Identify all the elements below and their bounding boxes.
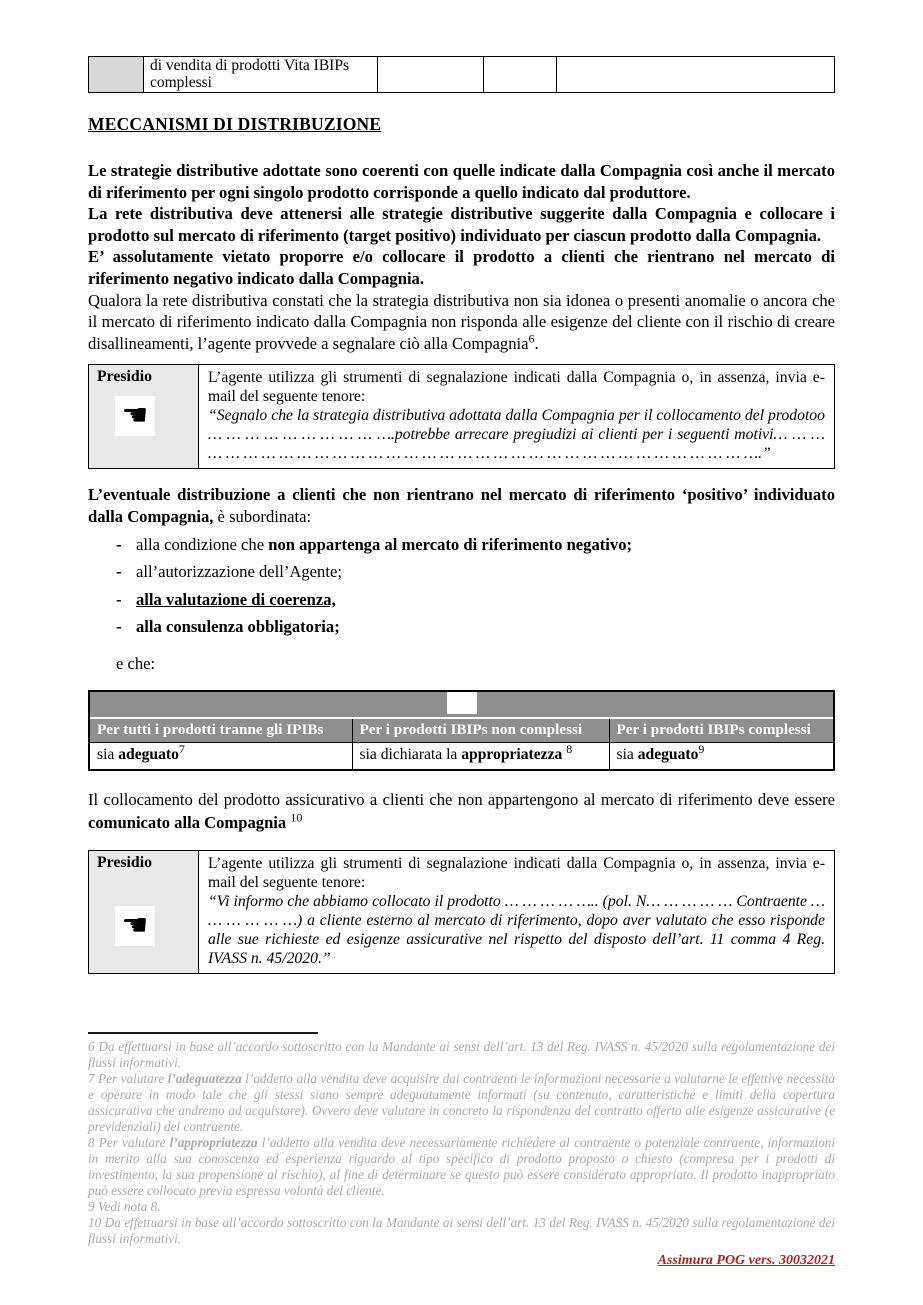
footnote-text-bold: l’appropriatezza [169, 1134, 258, 1150]
footnote-text: Da effettuarsi in base all’accordo sottoscritto con la Mandante ai sensi dell’art. 13 del Reg. IVASS n. 45/2020 sulla regolamentazione dei flussi informativi. [88, 1214, 836, 1246]
paragraph-text: Qualora la rete distributiva constati che la strategia distributiva non sia idonea o presenti anomalie o ancora che il mercato di riferimento indicato dalla Compagnia non risponda alle esigenze del cliente con il rischio di creare disallineamenti, l’agente provvede a segnalare ciò alla Compagnia [88, 290, 835, 353]
subordinata-rest: è subordinata: [213, 506, 312, 526]
paragraph-text-bold: comunicato alla Compagnia [88, 812, 287, 832]
footnote-7 [88, 1071, 835, 1135]
footnote-text: l’addetto alla vendita deve necessariamente richiedere al contraente o potenziale contraente, informazioni in merito alla sua conoscenza ed esperienza riguardo al tipo specifico di prodotto proposto o chiesto (compresa per i prodotti di investimento, la sua propensione al rischio), al fine di determinare se questo può essere considerato appropriato. Il prodotto inappropriato può essere collocato previa espressa volontà del cliente. [88, 1134, 836, 1198]
presidio-quote: “Vi informo che abbiamo collocato il prodotto … … … … ….. (pol. N… … … … … Contraente … … … … … …) a cliente esterno al mercato di riferimento, dopo aver valutato che esso risponde alle sue richieste ed esigenze assicurative nel rispetto del disposto dell’art. 11 comma 4 Reg. IVASS n. 45/2020.” [208, 892, 825, 967]
column-header: Per i prodotti IBIPs non complessi [352, 719, 609, 743]
footnote-number: 8 [88, 1134, 99, 1150]
column-header: Per i prodotti IBIPs complessi [609, 719, 833, 743]
footnote-6 [88, 1039, 835, 1071]
cell-text: sia dichiarata la [359, 745, 462, 763]
footnote-9 [88, 1199, 835, 1215]
item-text: alla condizione che [136, 534, 269, 554]
list-item [116, 616, 835, 638]
footnote-ref-10: 10 [290, 810, 303, 825]
cell-text: sia [97, 745, 119, 763]
cell-text-bold: adeguato [118, 745, 179, 763]
version-text: Assimura POG vers. 30032021 [657, 1252, 835, 1268]
section-heading: MECCANISMI DI DISTRIBUZIONE [88, 114, 382, 134]
footnote-text: l’addetto alla vendita deve acquisire dai contraenti le informazioni necessarie a valutarne le effettive necessità e operare in modo tale che gli stessi siano sempre adeguatamente informati (su contenuto, caratteristiche e limiti della copertura assicurativa che andremo ad acquistare). Ovvero deve valutare in concreto la rispondenza del contratto offerto alle esigenze assicurative (e previdenziali) del contraente. [88, 1070, 835, 1134]
item-text: all’autorizzazione dell’Agente; [136, 562, 342, 582]
footnote-text: Per valutare [98, 1134, 170, 1150]
document-version-label [88, 1253, 835, 1269]
table-data-row [90, 742, 833, 769]
table-row [89, 57, 835, 93]
intro-paragraph-1: Le strategie distributive adottate sono coerenti con quelle indicate dalla Compagnia così anche il mercato di riferimento per ogni singolo prodotto corrisponde a quello indicato dal produttore. [88, 161, 835, 202]
hand-icon-box [115, 906, 155, 946]
fragment-cell-empty-3 [557, 57, 835, 93]
paragraph-text: Il collocamento del prodotto assicurativo a clienti che non appartengono al mercato di riferimento deve essere [88, 789, 835, 809]
list-item [116, 561, 835, 583]
fragment-cell-empty-1 [378, 57, 484, 93]
presidio-box-1 [88, 364, 835, 469]
footnote-number: 6 [88, 1038, 99, 1054]
left-pointing-hand-icon: ☚ [121, 398, 149, 434]
footnotes-block [88, 1039, 835, 1247]
footnote-text: Vedi nota 8. [97, 1198, 161, 1214]
presidio-label: Presidio [97, 368, 152, 386]
footnote-ref-7: 7 [178, 741, 185, 756]
list-item [116, 589, 835, 611]
footnote-separator [88, 1032, 318, 1034]
fragment-cell-gray [89, 57, 144, 93]
collocamento-paragraph [88, 788, 835, 834]
presidio-label-cell [89, 850, 199, 973]
column-header: Per tutti i prodotti tranne gli IPIBs [90, 719, 352, 743]
cell-text-bold: appropriatezza [461, 745, 563, 763]
footnote-text: Per valutare [98, 1070, 168, 1086]
presidio-label: Presidio [97, 853, 152, 871]
intro-paragraph-2: La rete distributiva deve attenersi alle strategie distributive suggerite dalla Compagnia e collocare i prodotto sul mercato di riferimento (target positivo) individuato per ciascun prodotto dalla Compagnia. [88, 204, 835, 245]
table-header-row [90, 719, 833, 743]
presidio-instruction: L’agente utilizza gli strumenti di segnalazione indicati dalla Compagnia o, in assenza, invia e-mail del seguente tenore: [208, 854, 825, 891]
list-item [116, 534, 835, 556]
top-table-fragment [88, 56, 835, 93]
item-text-bold: non appartenga al mercato di riferimento negativo; [268, 534, 633, 554]
footnote-text: Da effettuarsi in base all’accordo sottoscritto con la Mandante ai sensi dell’art. 13 del Reg. IVASS n. 45/2020 sulla regolamentazione dei flussi informativi. [88, 1038, 835, 1070]
subordinata-paragraph [88, 484, 835, 527]
paragraph-period: . [534, 333, 539, 353]
gray-band-white-gap [447, 692, 477, 714]
footnote-number: 7 [88, 1070, 99, 1086]
footnote-ref-6: 6 [528, 331, 535, 346]
footnote-10 [88, 1215, 835, 1247]
page-content [88, 0, 835, 1269]
intro-paragraph-3: E’ assolutamente vietato proporre e/o collocare il prodotto a clienti che rientrano nel mercato di riferimento negativo indicato dalla Compagnia. [88, 247, 835, 288]
presidio-quote: “Segnalo che la strategia distributiva adottata dalla Compagnia per il collocamento del prodotoo … … … … … … … … … ….potrebbe arrecare pregiudizi ai clienti per i seguenti motivi… … … … … … … … … … … … … … … … … … … … … … … … … … … … … … … … … ….” [208, 407, 825, 463]
footnote-number: 9 [88, 1198, 98, 1214]
fragment-cell-text: di vendita di prodotti Vita IBIPs complessi [144, 57, 378, 93]
table-cell [609, 742, 833, 769]
presidio-instruction: L’agente utilizza gli strumenti di segnalazione indicati dalla Compagnia o, in assenza, invia e-mail del seguente tenore: [208, 369, 825, 406]
market-table-gray-band [90, 692, 833, 719]
table-row [89, 365, 835, 469]
hand-icon-box [115, 396, 155, 436]
presidio-body-cell [199, 850, 835, 973]
subordinata-list [88, 534, 835, 638]
footnote-ref-8: 8 [566, 741, 573, 756]
footnote-number: 10 [88, 1214, 105, 1230]
table-row [89, 850, 835, 973]
cell-text-bold: adeguato [637, 745, 699, 763]
footnote-text-bold: l’adeguatezza [167, 1070, 242, 1086]
intro-paragraph-4 [88, 290, 835, 355]
presidio-label-cell [89, 365, 199, 469]
item-text-bold: alla consulenza obbligatoria; [136, 617, 340, 637]
footnote-8 [88, 1135, 835, 1199]
market-table [88, 690, 835, 771]
fragment-cell-empty-2 [484, 57, 557, 93]
table-cell [90, 742, 352, 769]
left-pointing-hand-icon: ☚ [121, 907, 149, 943]
footnote-ref-9: 9 [698, 741, 705, 756]
presidio-box-2 [88, 850, 835, 974]
e-che-text: e che: [116, 653, 156, 673]
subordinata-bold: L’eventuale distribuzione a clienti che non rientrano nel mercato di riferimento ‘positivo’ individuato dalla Compagnia, [88, 485, 835, 526]
cell-text: sia [616, 745, 638, 763]
item-text-bold-underline: alla valutazione di coerenza, [136, 589, 336, 609]
presidio-body-cell [199, 365, 835, 469]
table-cell [352, 742, 609, 769]
market-table-grid [90, 719, 833, 769]
